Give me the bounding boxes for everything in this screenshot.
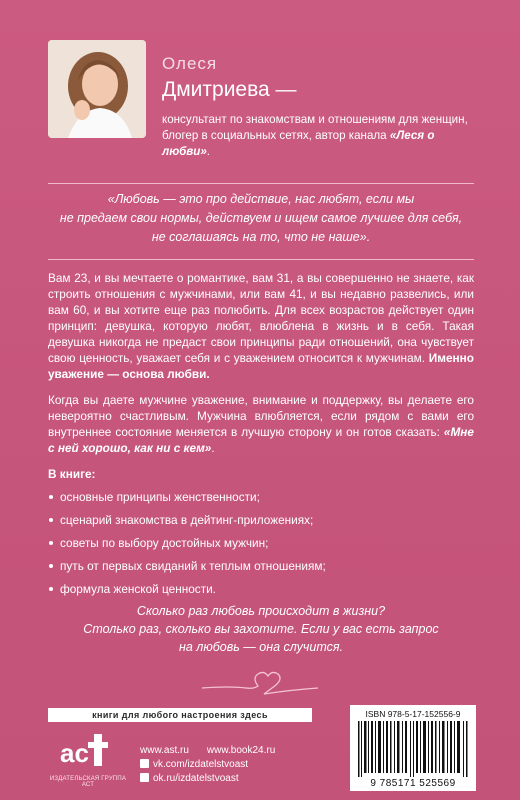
ast-logo [58,728,108,772]
ok-icon [140,773,149,782]
publisher-caption: ИЗДАТЕЛЬСКАЯ ГРУППА АСТ [49,776,127,788]
list-item: советы по выбору достойных мужчин; [48,536,474,550]
author-first-name: Олеся [162,54,218,73]
quote-line: «Любовь — это про действие, нас любят, если мы [107,192,415,206]
quote-line: не соглашаясь на то, что не наше». [151,230,371,244]
paragraph-text: Вам 23, и вы мечтаете о романтике, вам 31, а вы совершенно не знаете, как строить отношения с мужчинами, или вам 41, и вы недавно развелись, или вам 60, и вы хотите еще раз полюбить. Для всех возрастов действует один принцип: девушка, которую любят, влюблена в жизнь и в себя. Такая девушка никогда не предаст свои принципы ради отношений, она чувствует свою ценность, уважает себя и с уважением относится к мужчинам. [48,271,474,365]
list-item: формула женской ценности. [48,582,474,596]
isbn-label: ISBN 978-5-17-152556-9 [365,709,461,719]
author-bio-text: консультант по знакомствам и отношениям для женщин, блогер в социальных сетях, автор канала [162,113,468,142]
author-channel: «Леся о любви» [162,129,435,158]
author-bio-end: . [206,145,211,158]
site-link-book24[interactable]: www.book24.ru [206,745,276,756]
closing-line: на любовь — она случится. [178,640,344,654]
paragraph-text: Когда вы даете мужчине уважение, внимание и поддержку, вы делаете его невероятно счастливым. Мужчина влюбляется, если рядом с вами его внутреннее состояние меняется в лучшую сторону и он готов сказать: [48,393,474,439]
svg-text:ac: ac [60,738,89,768]
paragraph-end: . [211,441,215,455]
closing-text [48,602,474,656]
paragraph-emphasis: «Мне с ней хорошо, как ни с кем» [48,425,474,455]
closing-line: Столько раз, сколько вы захотите. Если у вас есть запрос [83,622,439,636]
tagline-banner: книги для любого настроения здесь [48,708,312,722]
list-item: путь от первых свиданий к теплым отношениям; [48,559,474,573]
author-last-name: Дмитриева — [162,78,297,101]
isbn-barcode-box [350,705,476,791]
description-paragraph-1 [48,270,474,382]
list-item: сценарий знакомства в дейтинг-приложениях; [48,513,474,527]
author-photo [48,40,146,138]
closing-line: Сколько раз любовь происходит в жизни? [136,604,386,618]
vk-link[interactable]: vk.com/izdatelstvoast [153,759,249,770]
vk-icon [140,759,149,768]
heart-line-icon [200,664,320,698]
description [48,270,474,605]
paragraph-emphasis: Именно уважение — основа любви. [48,351,474,381]
list-item: основные принципы женственности; [48,490,474,504]
divider-top [48,183,474,184]
barcode-digits: 9 785171 525569 [370,778,456,789]
barcode-icon [356,721,470,777]
site-link-ast[interactable]: www.ast.ru [140,745,189,756]
divider-bottom [48,259,474,260]
description-paragraph-2 [48,392,474,456]
ok-link[interactable]: ok.ru/izdatelstvoast [153,773,239,784]
publisher-links [140,744,275,786]
author-quote [48,190,474,247]
book-list-heading: В книге: [48,467,96,481]
quote-line: не предаем свои нормы, действуем и ищем самое лучшее для себя, [59,211,463,225]
author-bio [162,112,478,160]
book-list [48,490,474,596]
